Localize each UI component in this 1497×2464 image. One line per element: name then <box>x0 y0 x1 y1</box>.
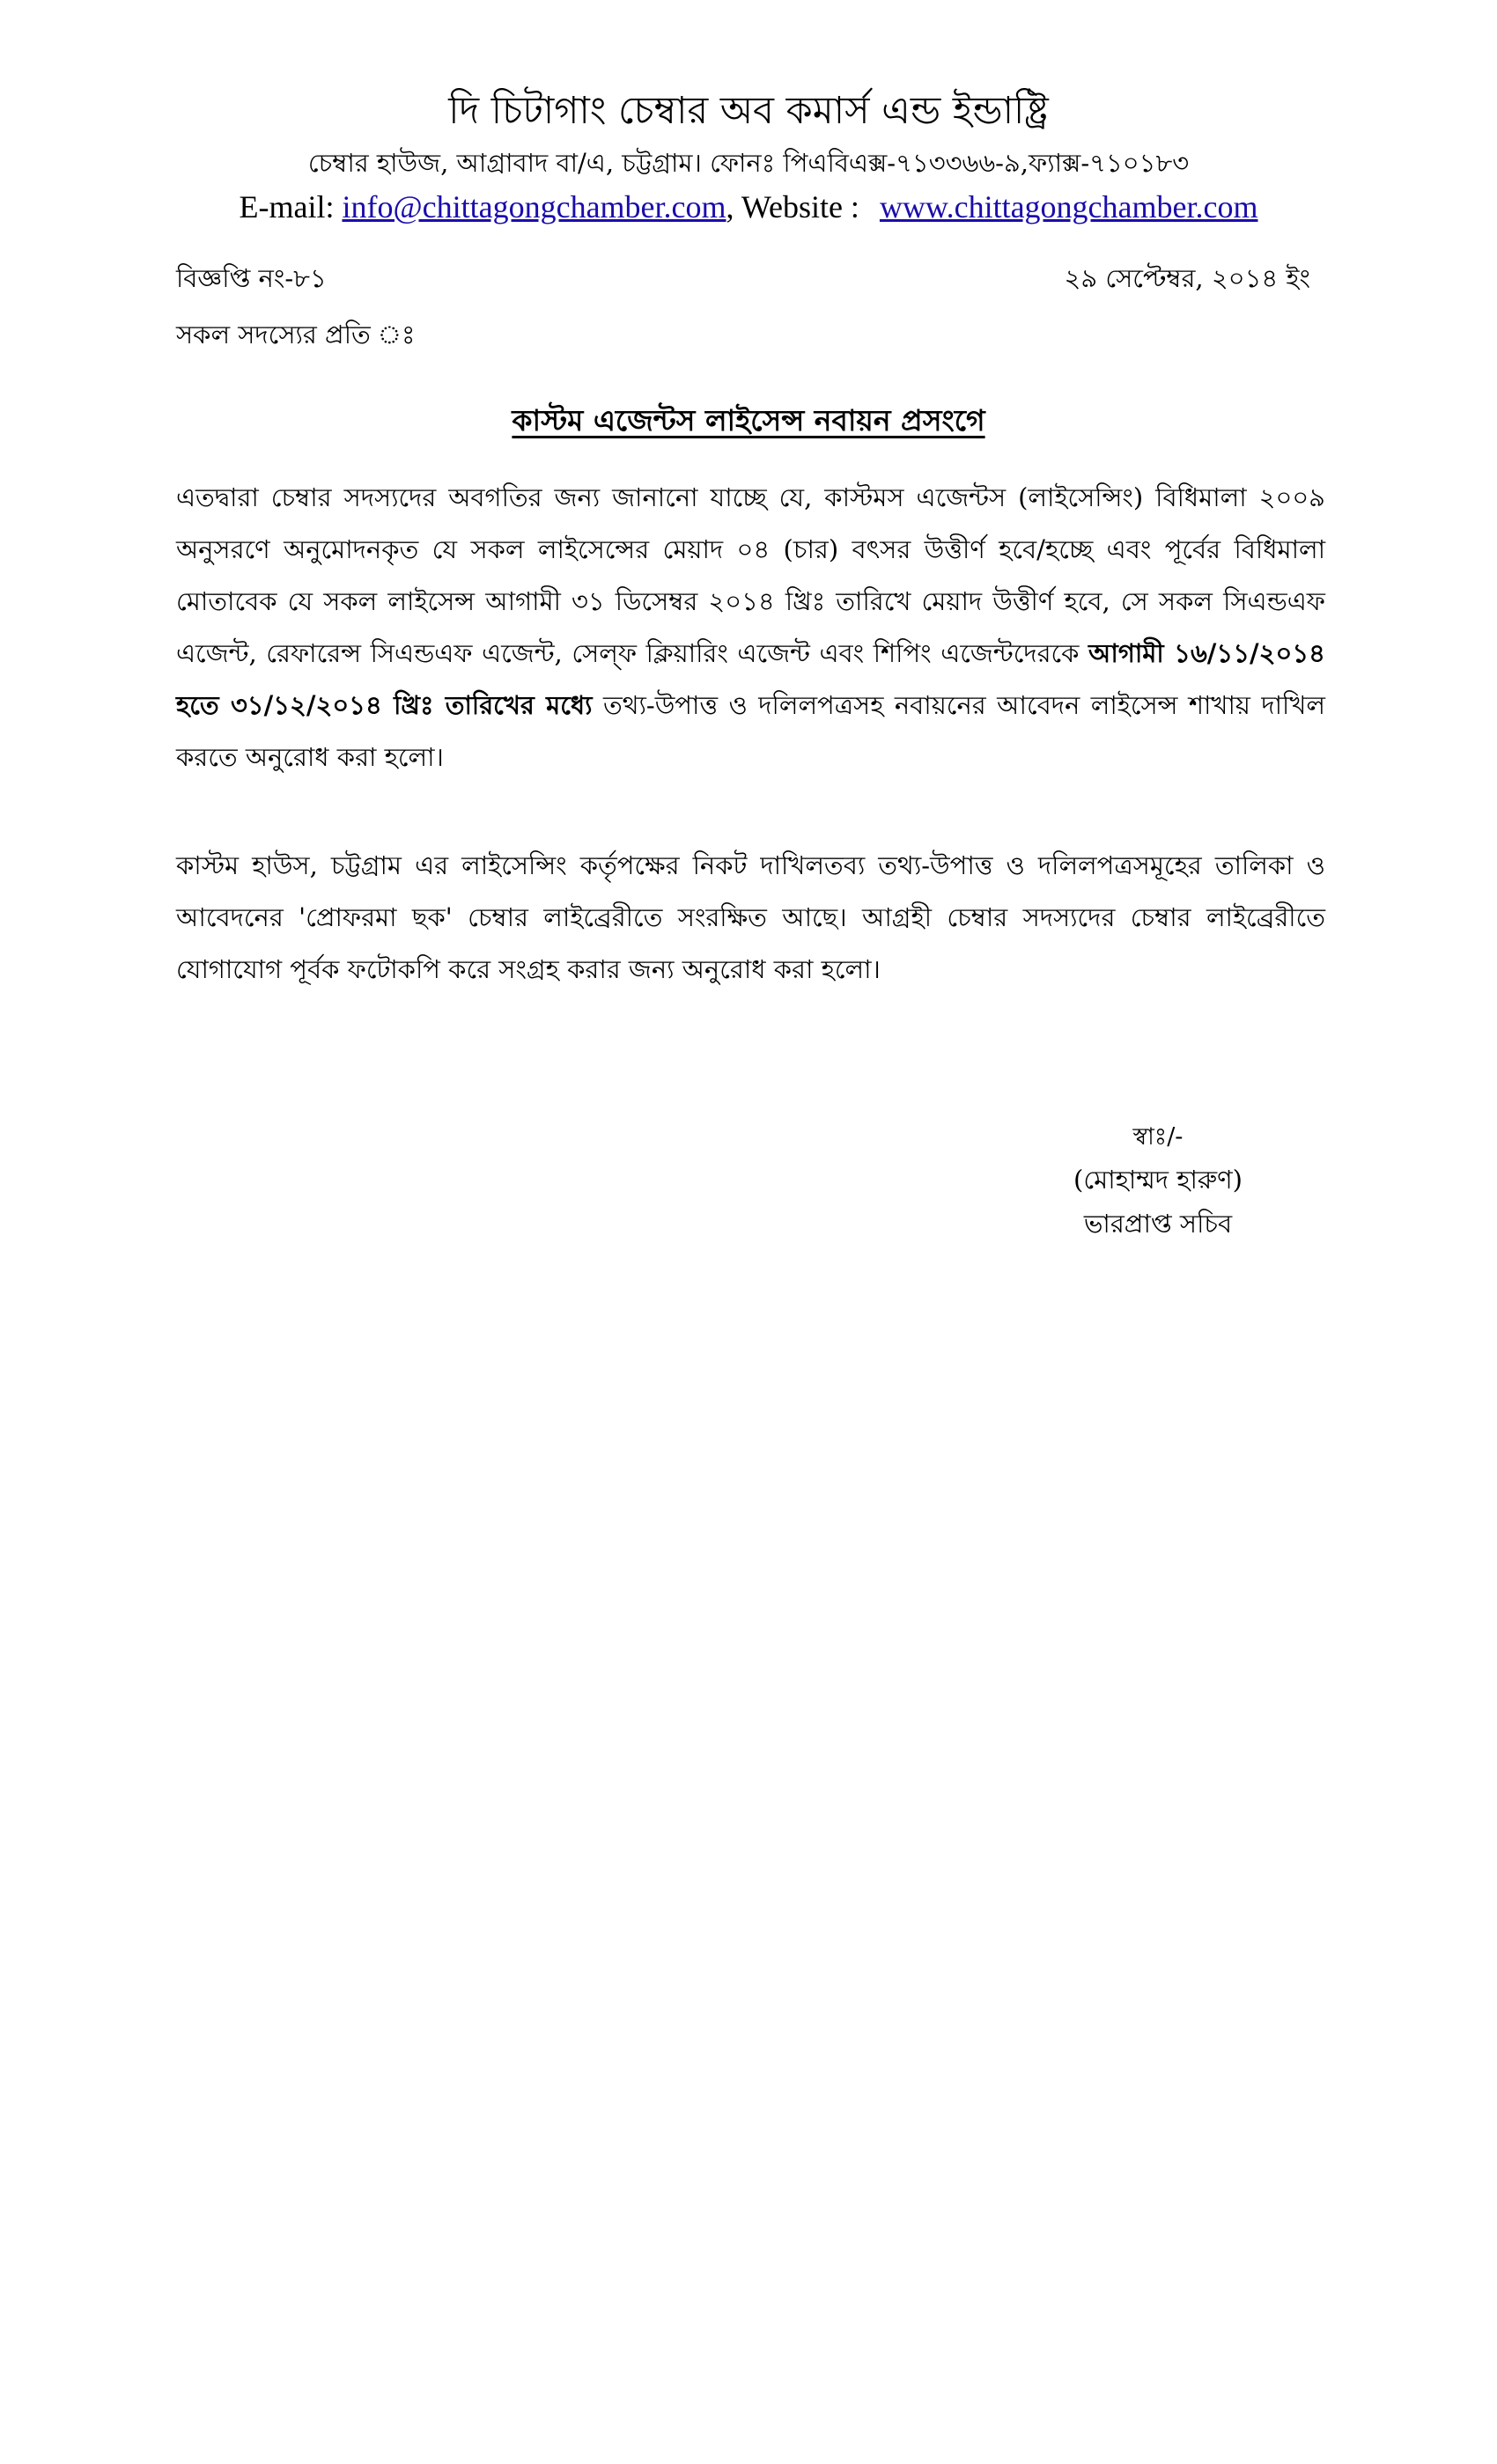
salutation: সকল সদস্যের প্রতি ঃ <box>176 320 416 349</box>
para1-text-start: এতদ্বারা চেম্বার সদস্যদের অবগতির জন্য জানানো যাচ্ছে যে, কাস্টমস এজেন্টস (লাইসেন্সিং) বিধিমালা ২০০৯ অনুসরণে অনুমোদনকৃত যে সকল লাইসেন্সের মেয়াদ ০৪ (চার) বৎসর উত্তীর্ণ হবে/হচ্ছে এবং পূর্বের বিধিমালা মোতাবেক যে সকল লাইসেন্স আগামী ৩১ ডিসেম্বর ২০১৪ খ্রিঃ তারিখে মেয়াদ উত্তীর্ণ হবে, সে সকল সিএন্ডএফ এজেন্ট, রেফারেন্স সিএন্ডএফ এজেন্ট, সেল্‌ফ ক্লিয়ারিং এজেন্ট এবং শিপিং এজেন্টদেরকে <box>176 482 1325 668</box>
body-paragraph-1 <box>176 472 1325 783</box>
notice-number: বিজ্ঞপ্তি নং-৮১ <box>176 263 327 293</box>
signatory-name: (মোহাম্মদ হারুণ) <box>1073 1165 1243 1195</box>
para1-text-end: তথ্য-উপাত্ত ও দলিলপত্রসহ নবায়নের আবেদন লাইসেন্স শাখায় দাখিল করতে অনুরোধ করা হলো। <box>176 690 1325 772</box>
subject-text: কাস্টম এজেন্টস লাইসেন্স নবায়ন প্রসংগে <box>512 403 985 438</box>
signatory-designation: ভারপ্রাপ্ত সচিব <box>1083 1209 1233 1239</box>
contact-line <box>0 187 1497 227</box>
para1-deadline: আগামী ১৬/১১/২০১৪ হতে ৩১/১২/২০১৪ খ্রিঃ তারিখের মধ্যে <box>176 638 1325 720</box>
organization-address: চেম্বার হাউজ, আগ্রাবাদ বা/এ, চট্টগ্রাম। ফোনঃ পিএবিএক্স-৭১৩৩৬৬-৯,ফ্যাক্স-৭১০১৮৩ <box>307 148 1190 178</box>
organization-name: দি চিটাগাং চেম্বার অব কমার্স এন্ড ইন্ডাষ্ট্রি <box>448 89 1049 133</box>
notice-date: ২৯ সেপ্টেম্বর, ২০১৪ ইং <box>1064 263 1310 293</box>
signature-mark: স্বাঃ/- <box>1132 1123 1184 1151</box>
website-link[interactable]: www.chittagongchamber.com <box>879 189 1258 224</box>
website-label: , Website : <box>726 189 867 224</box>
email-link[interactable]: info@chittagongchamber.com <box>342 189 726 224</box>
subject-heading <box>0 401 1497 441</box>
body-paragraph-2: কাস্টম হাউস, চট্টগ্রাম এর লাইসেন্সিং কর্তৃপক্ষের নিকট দাখিলতব্য তথ্য-উপাত্ত ও দলিলপত্রসমূহের তালিকা ও আবেদনের 'প্রোফরমা ছক' চেম্বার লাইব্রেরীতে সংরক্ষিত আছে। আগ্রহী চেম্বার সদস্যদের চেম্বার লাইব্রেরীতে যোগাযোগ পূর্বক ফটোকপি করে সংগ্রহ করার জন্য অনুরোধ করা হলো। <box>176 850 1325 984</box>
email-label: E-mail: <box>239 189 343 224</box>
